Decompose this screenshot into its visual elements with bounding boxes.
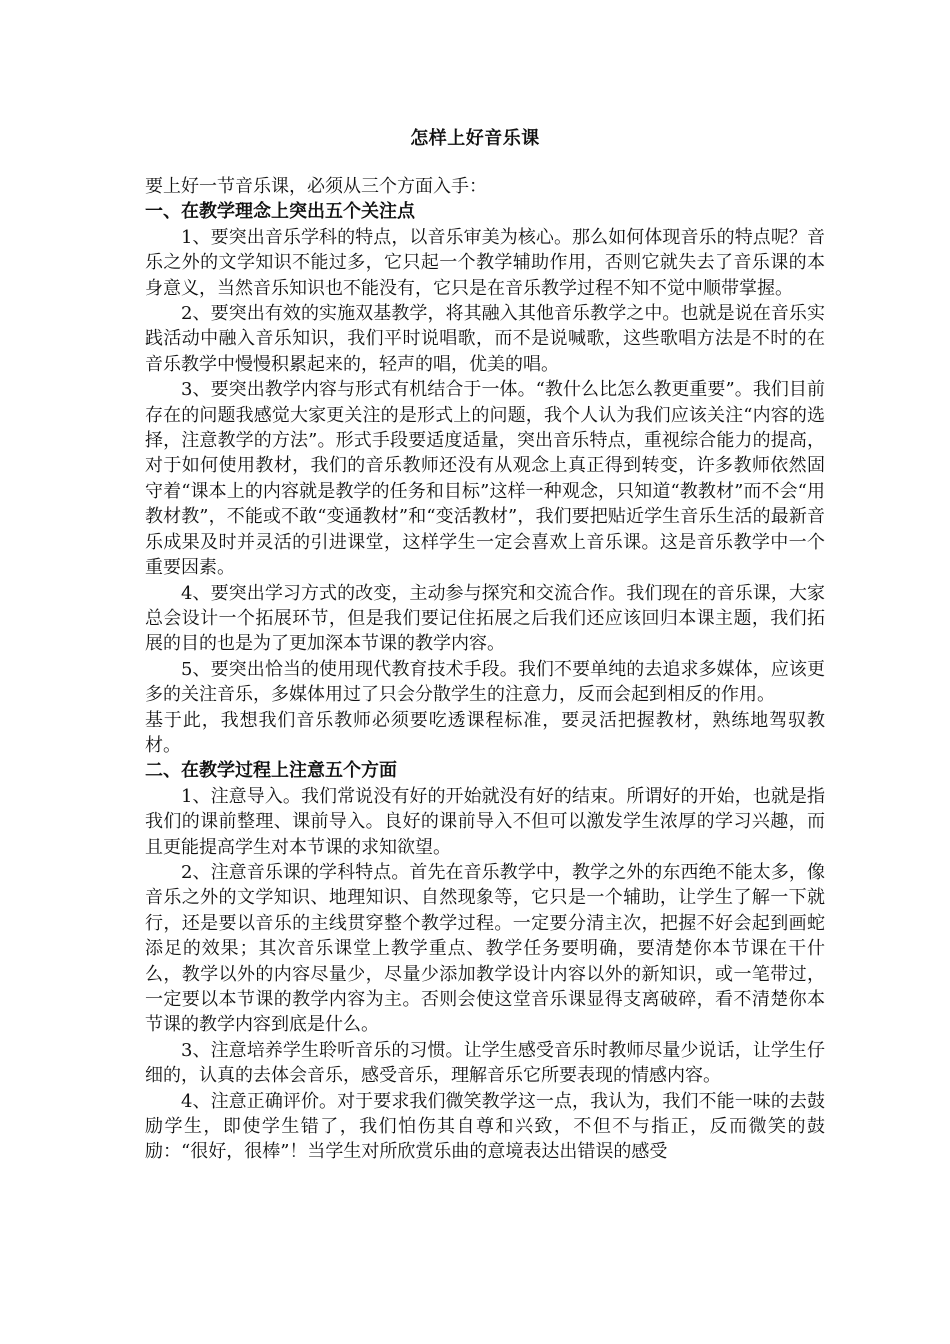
paragraph: 4、注意正确评价。对于要求我们微笑教学这一点，我认为，我们不能一味的去鼓励学生，即使学生错了，我们怕伤其自尊和兴致，不但不与指正，反而微笑的鼓励：“很好，很棒”！当学生对所欣赏乐曲的意境表达出错误的感受: [145, 1090, 825, 1163]
paragraph: 1、要突出音乐学科的特点，以音乐审美为核心。那么如何体现音乐的特点呢？音乐之外的文学知识不能过多，它只起一个教学辅助作用，否则它就失去了音乐课的本身意义，当然音乐知识也不能没有，它只是在音乐教学过程不知不觉中顺带掌握。: [145, 226, 825, 299]
document-body: [145, 174, 825, 1165]
page-title: 怎样上好音乐课: [410, 128, 540, 149]
paragraph: 4、要突出学习方式的改变，主动参与探究和交流合作。我们现在的音乐课，大家总会设计一个拓展环节，但是我们要记住拓展之后我们还应该回归本课主题，我们拓展的目的也是为了更加深本节课的教学内容。: [145, 582, 825, 655]
paragraph: 3、要突出教学内容与形式有机结合于一体。“教什么比怎么教更重要”。我们目前存在的问题我感觉大家更关注的是形式上的问题，我个人认为我们应该关注“内容的选择，注意教学的方法”。形式手段要适度适量，突出音乐特点，重视综合能力的提高，对于如何使用教材，我们的音乐教师还没有从观念上真正得到转变，许多教师依然固守着“课本上的内容就是教学的任务和目标”这样一种观念，只知道“教教材”而不会“用教材教”，不能或不敢“变通教材”和“变活教材”，我们要把贴近学生音乐生活的最新音乐成果及时并灵活的引进课堂，这样学生一定会喜欢上音乐课。这是音乐教学中一个重要因素。: [145, 379, 825, 579]
section-heading-1: 一、在教学理念上突出五个关注点: [145, 201, 415, 223]
paragraph: 2、要突出有效的实施双基教学，将其融入其他音乐教学之中。也就是说在音乐实践活动中融入音乐知识，我们平时说唱歌，而不是说喊歌，这些歌唱方法是不时的在音乐教学中慢慢积累起来的，轻声的唱，优美的唱。: [145, 303, 825, 375]
intro-paragraph: 要上好一节音乐课，必须从三个方面入手：: [145, 176, 487, 197]
paragraph: 1、注意导入。我们常说没有好的开始就没有好的结束。所谓好的开始，也就是指我们的课前整理、课前导入。良好的课前导入不但可以激发学生浓厚的学习兴趣，而且更能提高学生对本节课的求知欲望。: [145, 785, 825, 858]
paragraph: 5、要突出恰当的使用现代教育技术手段。我们不要单纯的去追求多媒体，应该更多的关注音乐，多媒体用过了只会分散学生的注意力，反而会起到相反的作用。: [145, 658, 825, 706]
paragraph: 2、注意音乐课的学科特点。首先在音乐教学中，教学之外的东西绝不能太多，像音乐之外的文学知识、地理知识、自然现象等，它只是一个辅助，让学生了解一下就行，还是要以音乐的主线贯穿整个教学过程。一定要分清主次，把握不好会起到画蛇添足的效果；其次音乐课堂上教学重点、教学任务要明确，要清楚你本节课在干什么，教学以外的内容尽量少，尽量少添加教学设计内容以外的新知识，或一笔带过，一定要以本节课的教学内容为主。否则会使这堂音乐课显得支离破碎，看不清楚你本节课的教学内容到底是什么。: [145, 861, 825, 1036]
paragraph: 3、注意培养学生聆听音乐的习惯。让学生感受音乐时教师尽量少说话，让学生仔细的，认真的去体会音乐，感受音乐，理解音乐它所要表现的情感内容。: [145, 1039, 825, 1087]
summary-paragraph: 基于此，我想我们音乐教师必须要吃透课程标准，要灵活把握教材，熟练地驾驭教材。: [145, 709, 825, 756]
section-heading-2: 二、在教学过程上注意五个方面: [145, 760, 397, 782]
